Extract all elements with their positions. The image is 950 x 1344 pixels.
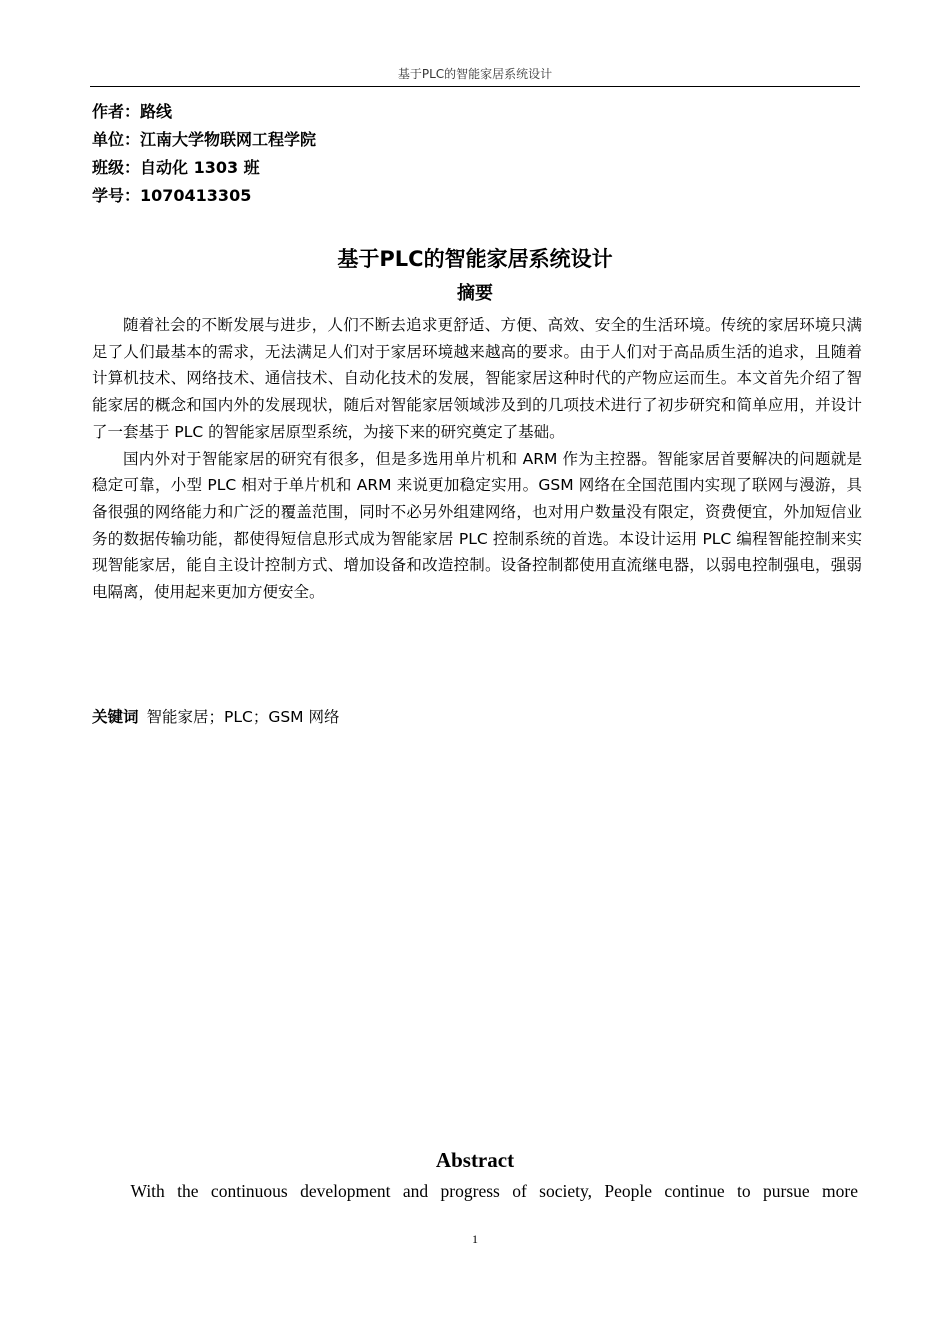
english-abstract-heading: Abstract — [435, 1148, 515, 1172]
keywords-value: 智能家居；PLC；GSM 网络 — [146, 708, 340, 726]
author-info-block — [92, 98, 852, 210]
chinese-abstract-body — [92, 312, 862, 606]
abstract-paragraph-1: 随着社会的不断发展与进步，人们不断去追求更舒适、方便、高效、安全的生活环境。传统的家居环境只满足了人们最基本的需求，无法满足人们对于家居环境越来越高的要求。由于人们对于高品质生活的追求，且随着计算机技术、网络技术、通信技术、自动化技术的发展，智能家居这种时代的产物应运而生。本文首先介绍了智能家居的概念和国内外的发展现状，随后对智能家居领域涉及到的几项技术进行了初步研究和简单应用，并设计了一套基于 PLC 的智能家居原型系统，为接下来的研究奠定了基础。 — [92, 316, 862, 441]
page-number: 1 — [472, 1232, 478, 1246]
affiliation-line: 单位：江南大学物联网工程学院 — [92, 130, 317, 149]
abstract-paragraph-2: 国内外对于智能家居的研究有很多，但是多选用单片机和 ARM 作为主控器。智能家居首要解决的问题就是稳定可靠，小型 PLC 相对于单片机和 ARM 来说更加稳定实用。GSM 网络在全国范围内实现了联网与漫游，具备很强的网络能力和广泛的覆盖范围，同时不必另外组建网络，也对用户数量没有限定，资费便宜，外加短信业务的数据传输功能，都使得短信息形式成为智能家居 PLC 控制系统的首选。本设计运用 PLC 编程智能控制来实现智能家居，能自主设计控制方式、增加设备和改造控制。设备控制都使用直流继电器，以弱电控制强电，强弱电隔离，使用起来更加方便安全。 — [92, 449, 862, 602]
english-abstract-body: With the continuous development and progress of society, People continue to pursue more — [130, 1181, 858, 1201]
keywords-line — [92, 704, 862, 730]
author-line: 作者：路线 — [92, 102, 173, 121]
class-line: 班级：自动化 1303 班 — [92, 158, 260, 177]
running-header: 基于PLC的智能家居系统设计 — [397, 67, 553, 81]
chinese-abstract-heading: 摘要 — [457, 283, 493, 304]
paper-title: 基于PLC的智能家居系统设计 — [337, 247, 613, 271]
header-rule — [90, 86, 860, 87]
student-id-line: 学号：1070413305 — [92, 186, 252, 205]
keywords-label: 关键词 — [92, 708, 139, 726]
